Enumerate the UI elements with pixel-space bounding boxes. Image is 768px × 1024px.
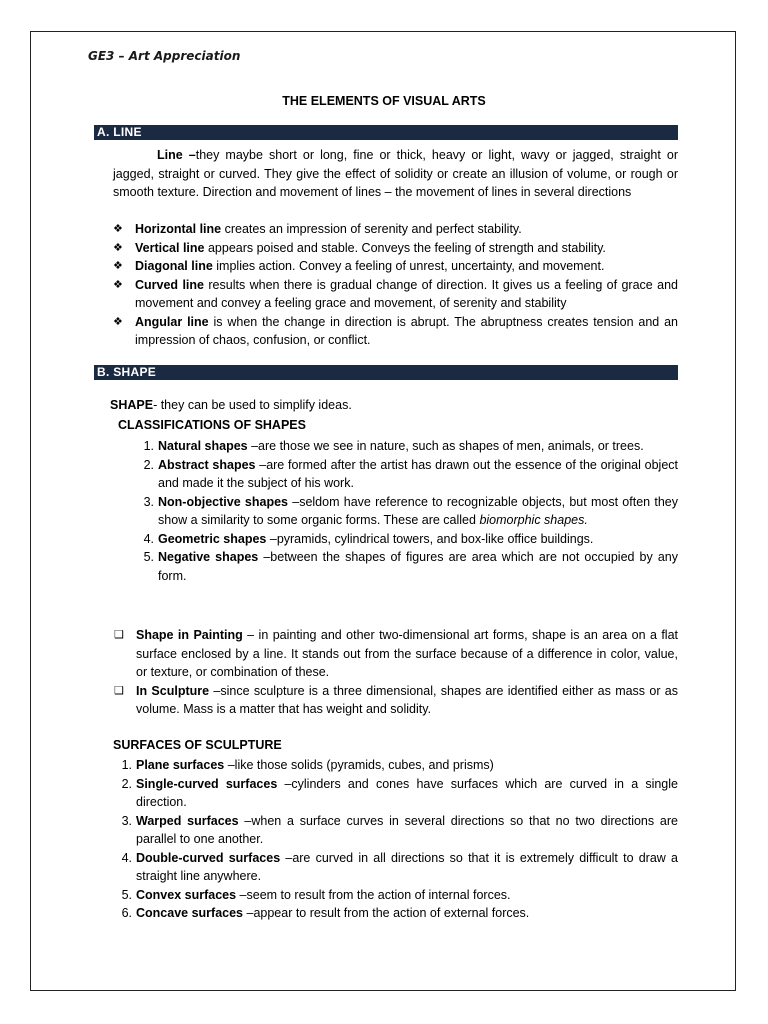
item-term: Non-objective shapes: [158, 494, 288, 509]
item-text: –like those solids (pyramids, cubes, and prisms): [224, 758, 494, 772]
bullet-term: Curved line: [135, 277, 204, 292]
item-term: Concave surfaces: [136, 906, 244, 920]
list-item: [121, 756, 678, 775]
item-italic-text: biomorphic shapes.: [479, 513, 588, 527]
list-item: [143, 530, 678, 549]
item-number: 2.: [143, 457, 154, 472]
item-term: Natural shapes: [158, 439, 248, 453]
item-text: –are those we see in nature, such as shapes of men, animals, or trees.: [247, 439, 644, 453]
item-number: 3.: [121, 813, 132, 828]
bullet-term: Shape in Painting: [136, 628, 243, 642]
bullet-term: Horizontal line: [135, 222, 222, 236]
section-a-heading: A. LINE: [94, 125, 678, 140]
surfaces-list: [121, 756, 678, 923]
bullet-text: implies action. Convey a feeling of unrest, uncertainty, and movement.: [212, 259, 605, 273]
list-item: [113, 257, 678, 276]
shape-term: SHAPE: [110, 398, 154, 412]
bullet-term: In Sculpture: [136, 683, 210, 698]
bullet-text: results when there is gradual change of direction. It gives us a feeling of grace and movement and convey a feeling grace and movement, of serenity and stability: [135, 277, 678, 310]
list-item: [143, 493, 678, 530]
shape-intro: [110, 396, 678, 415]
item-number: 2.: [121, 776, 132, 791]
checkbox-bullet-icon: ❑: [114, 629, 124, 641]
surfaces-title: SURFACES OF SCULPTURE: [113, 738, 282, 752]
shape-intro-text: - they can be used to simplify ideas.: [153, 398, 352, 412]
item-number: 1.: [121, 758, 132, 772]
line-term: Line –: [157, 148, 196, 162]
list-item: [114, 626, 679, 682]
list-item: [113, 220, 678, 239]
diamond-bullet-icon: ❖: [113, 260, 123, 272]
item-text: –seldom have reference to recognizable objects, but most often they show a similarity to some organic forms. These are called: [158, 494, 678, 527]
item-text: –appear to result from the action of external forces.: [243, 906, 530, 920]
item-term: Convex surfaces: [136, 887, 237, 902]
item-term: Plane surfaces: [136, 758, 225, 772]
item-term: Abstract shapes: [158, 457, 256, 472]
item-number: 1.: [143, 439, 154, 453]
list-item: [113, 239, 678, 258]
bullet-text: creates an impression of serenity and perfect stability.: [221, 222, 522, 236]
shape-box-list: [114, 626, 679, 719]
item-number: 4.: [143, 531, 154, 546]
list-item: [113, 313, 678, 350]
list-item: [121, 812, 678, 849]
diamond-bullet-icon: ❖: [113, 278, 123, 291]
item-text: –pyramids, cylindrical towers, and box-like office buildings.: [266, 531, 594, 546]
bullet-term: Angular line: [135, 314, 209, 329]
classifications-list: [143, 437, 678, 585]
item-number: 3.: [143, 494, 154, 509]
item-term: Single-curved surfaces: [136, 776, 278, 791]
item-text: –are curved in all directions so that it is extremely difficult to draw a straight line anywhere.: [136, 850, 678, 883]
item-term: Geometric shapes: [158, 531, 267, 546]
item-text: –when a surface curves in several directions so that no two directions are parallel to one another.: [136, 813, 678, 846]
bullet-text: –since sculpture is a three dimensional, shapes are identified either as mass or as volume. Mass is a matter that has weight and solidity.: [136, 683, 679, 716]
list-item: [121, 886, 678, 905]
line-bullet-list: [113, 220, 678, 350]
item-term: Negative shapes: [158, 550, 259, 564]
section-b-heading: B. SHAPE: [94, 365, 678, 380]
item-text: –seem to result from the action of internal forces.: [236, 887, 511, 902]
list-item: [114, 682, 679, 719]
bullet-term: Vertical line: [135, 240, 205, 255]
classifications-title: CLASSIFICATIONS OF SHAPES: [118, 418, 306, 432]
bullet-text: is when the change in direction is abrupt. The abruptness creates tension and an impression of chaos, confusion, or conflict.: [135, 314, 678, 347]
item-term: Double-curved surfaces: [136, 850, 281, 865]
item-number: 4.: [121, 850, 132, 865]
list-item: [143, 456, 678, 493]
item-number: 6.: [121, 906, 132, 920]
item-text: –are formed after the artist has drawn out the essence of the original object and made it the subject of his work.: [158, 457, 678, 490]
diamond-bullet-icon: ❖: [113, 315, 123, 328]
course-header: GE3 – Art Appreciation: [88, 49, 241, 63]
list-item: [121, 904, 678, 923]
list-item: [121, 775, 678, 812]
line-intro: [113, 146, 678, 202]
diamond-bullet-icon: ❖: [113, 241, 123, 254]
list-item: [143, 548, 678, 585]
bullet-term: Diagonal line: [135, 259, 213, 273]
item-term: Warped surfaces: [136, 813, 239, 828]
bullet-text: – in painting and other two-dimensional art forms, shape is an area on a flat surface enclosed by a line. It stands out from the surface because of a difference in color, value, or texture, or combination of these.: [136, 628, 679, 679]
list-item: [121, 849, 678, 886]
item-text: –cylinders and cones have surfaces which are curved in a single direction.: [136, 776, 678, 809]
document-title: THE ELEMENTS OF VISUAL ARTS: [282, 94, 486, 108]
item-number: 5.: [143, 550, 154, 564]
list-item: [143, 437, 678, 456]
diamond-bullet-icon: ❖: [113, 223, 123, 235]
item-text: –between the shapes of figures are area which are not occupied by any form.: [158, 550, 678, 583]
item-number: 5.: [121, 887, 132, 902]
checkbox-bullet-icon: ❑: [114, 684, 124, 697]
list-item: [113, 276, 678, 313]
line-intro-text: they maybe short or long, fine or thick, heavy or light, wavy or jagged, straight or jagged, straight or curved. They give the effect of solidity or create an illusion of volume, or rough or smooth texture. Direction and movement of lines – the movement of lines in several directions: [113, 148, 679, 199]
bullet-text: appears poised and stable. Conveys the feeling of strength and stability.: [204, 240, 606, 255]
